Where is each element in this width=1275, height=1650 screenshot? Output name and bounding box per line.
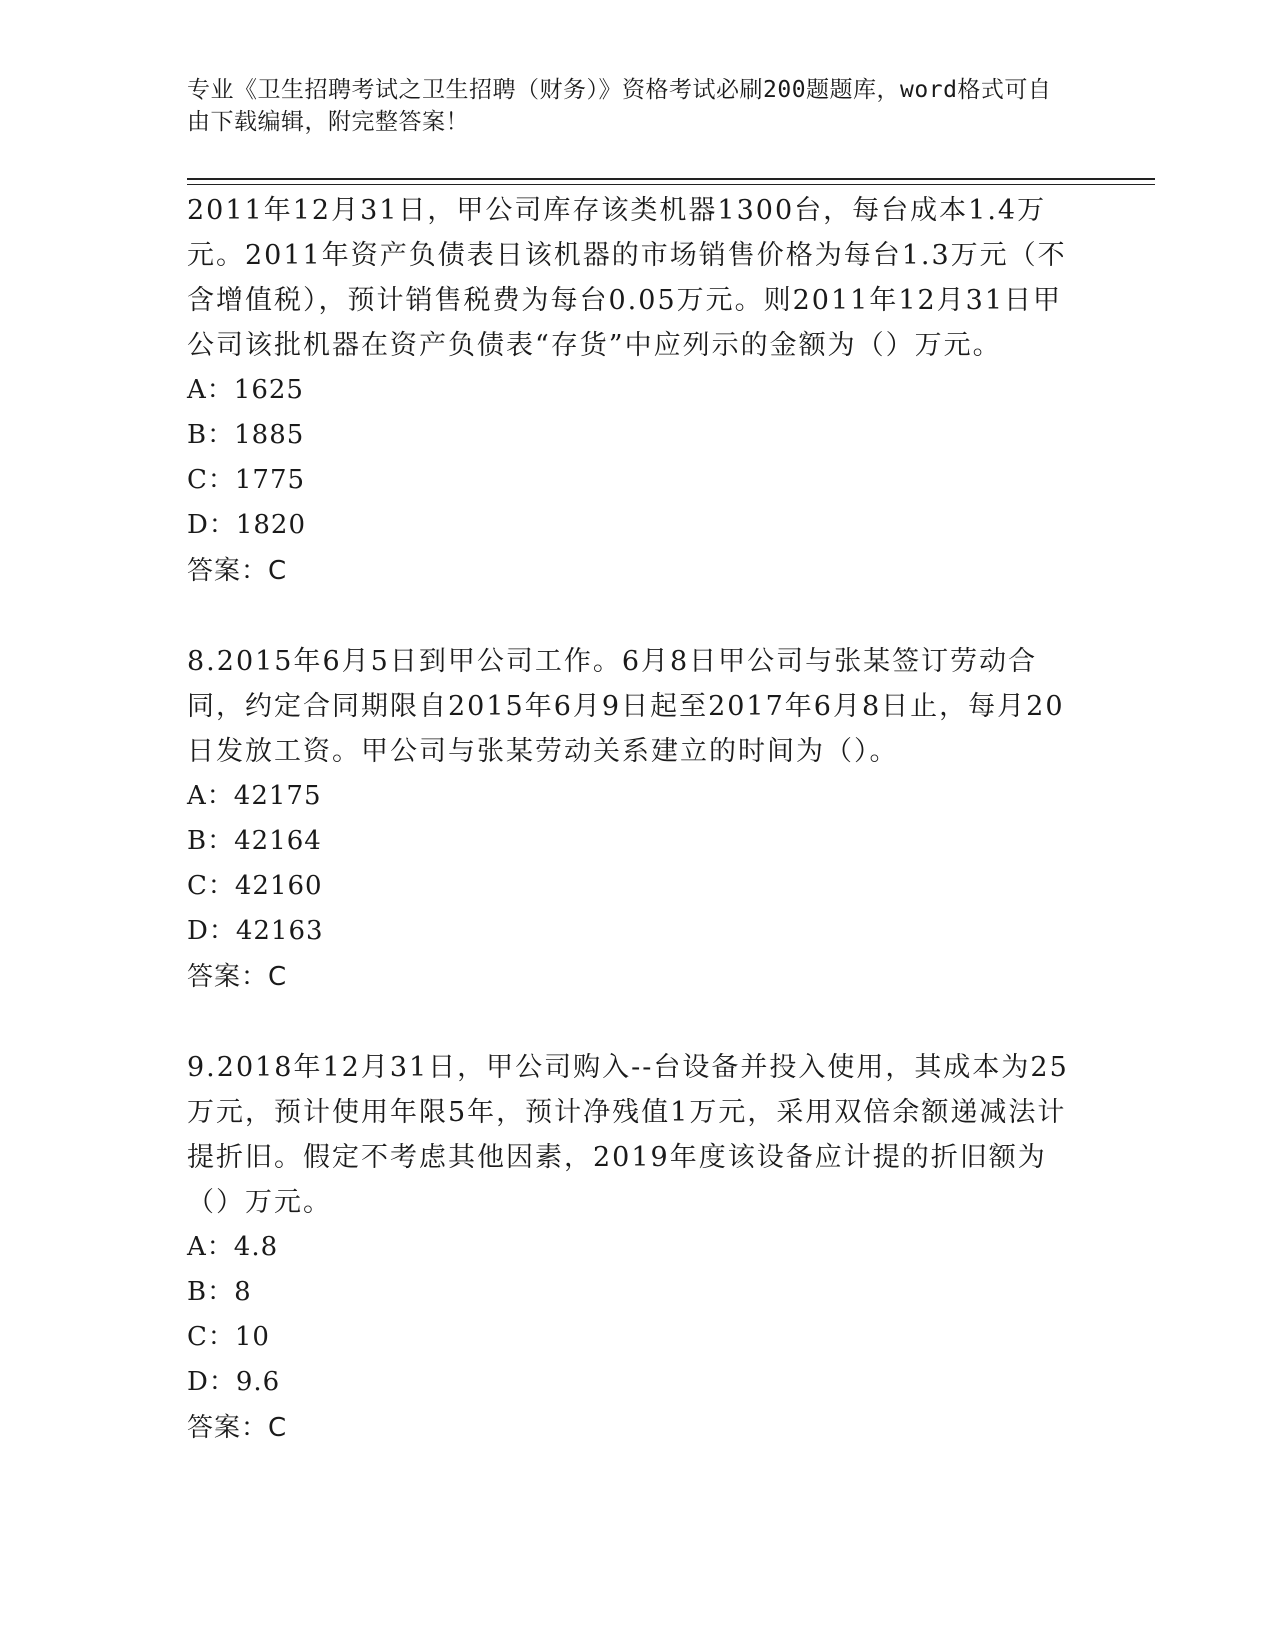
document-header xyxy=(187,74,1067,138)
answer: 答案：C xyxy=(187,962,288,992)
option-c: C：10 xyxy=(187,1322,270,1352)
question-text: 9.2018年12月31日，甲公司购入--台设备并投入使用，其成本为25万元，预计使用年限5年，预计净残值1万元，采用双倍余额递减法计提折旧。假定不考虑其他因素，2019年度该设备应计提的折旧额为（）万元。 xyxy=(187,1052,1069,1218)
document-title: 专业《卫生招聘考试之卫生招聘（财务）》资格考试必刷200题题库，word格式可自由下载编辑，附完整答案！ xyxy=(187,77,1052,135)
option-d: D：42163 xyxy=(187,916,324,946)
option-d: D：9.6 xyxy=(187,1367,281,1397)
answer: 答案：C xyxy=(187,556,288,586)
option-b: B：42164 xyxy=(187,826,322,856)
option-b: B：8 xyxy=(187,1277,252,1307)
question-item xyxy=(187,639,1087,1000)
question-text: 8.2015年6月5日到甲公司工作。6月8日甲公司与张某签订劳动合同，约定合同期限自2015年6月9日起至2017年6月8日止，每月20日发放工资。甲公司与张某劳动关系建立的时间为（）。 xyxy=(187,646,1065,767)
option-a: A：42175 xyxy=(187,781,322,811)
header-divider-thick xyxy=(187,178,1155,180)
question-text: 2011年12月31日，甲公司库存该类机器1300台，每台成本1.4万元。2011年资产负债表日该机器的市场销售价格为每台1.3万元（不含增值税），预计销售税费为每台0.05万元。则2011年12月31日甲公司该批机器在资产负债表“存货”中应列示的金额为（）万元。 xyxy=(187,195,1067,361)
question-list xyxy=(187,188,1087,1451)
option-c: C：42160 xyxy=(187,871,323,901)
option-c: C：1775 xyxy=(187,465,306,495)
answer: 答案：C xyxy=(187,1413,288,1443)
option-d: D：1820 xyxy=(187,510,307,540)
option-a: A：1625 xyxy=(187,375,304,405)
header-divider-thin xyxy=(187,184,1155,185)
option-a: A：4.8 xyxy=(187,1232,279,1262)
question-item xyxy=(187,1045,1087,1451)
question-item xyxy=(187,188,1087,594)
option-b: B：1885 xyxy=(187,420,305,450)
